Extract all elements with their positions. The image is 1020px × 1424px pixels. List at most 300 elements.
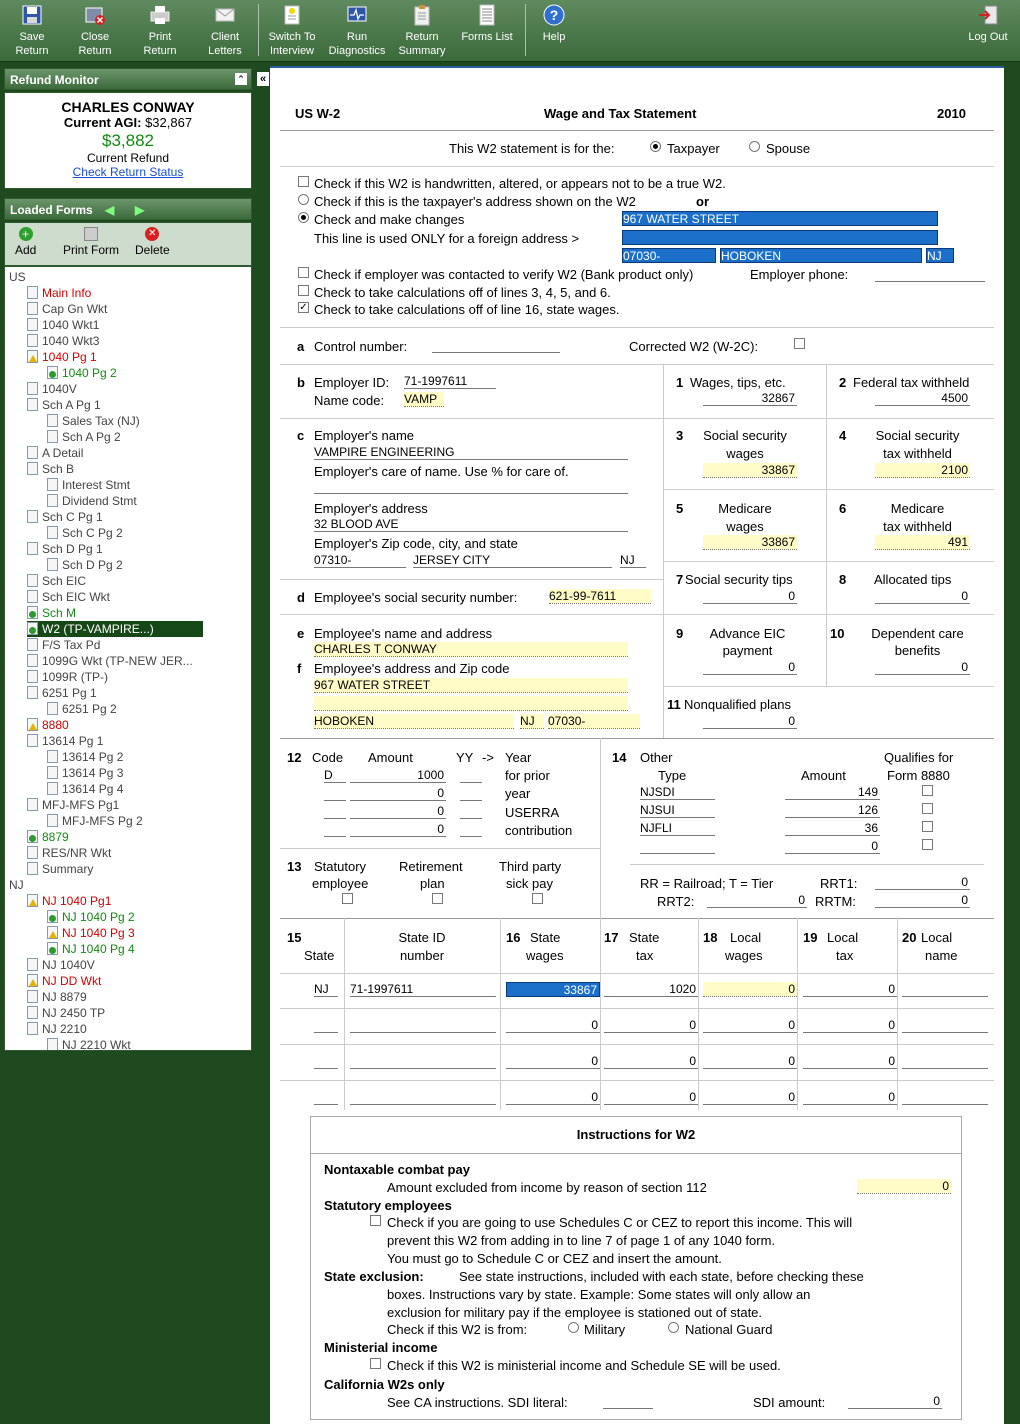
list-icon (476, 4, 498, 26)
form-document-icon (47, 558, 58, 571)
state-code-field[interactable] (314, 1054, 338, 1069)
box12-code-field[interactable] (324, 786, 346, 801)
employee-zip-field[interactable]: 07030- (548, 714, 640, 729)
tree-item[interactable] (27, 589, 110, 605)
control-number-label: Control number: (314, 339, 408, 354)
employee-street-field[interactable]: 967 WATER STREET (314, 678, 628, 693)
tree-item[interactable] (47, 941, 135, 957)
form-id: US W-2 (295, 106, 341, 121)
box12-amount-field[interactable]: 0 (350, 804, 446, 819)
tree-item[interactable] (27, 845, 111, 861)
tree-item[interactable] (27, 989, 87, 1005)
form-document-icon (47, 766, 58, 779)
box13-sick-pay-label: sick pay (506, 876, 553, 891)
save-return-button[interactable]: Save Return (0, 2, 64, 58)
form-document-icon (47, 702, 58, 715)
statutory-employee-checkbox[interactable] (342, 893, 353, 904)
box2-federal-tax-field[interactable]: 4500 (875, 391, 970, 406)
tree-item-label: Sch D Pg 1 (42, 542, 103, 556)
tree-item[interactable] (27, 333, 99, 349)
national-guard-radio[interactable] (668, 1322, 679, 1333)
rrtm-label: RRTM: (815, 894, 856, 909)
form-document-icon (27, 846, 38, 859)
care-of-field[interactable] (314, 479, 628, 494)
arrow-left-icon[interactable]: ◀ (105, 203, 115, 217)
form-document-icon (27, 686, 38, 699)
tree-item[interactable] (47, 477, 130, 493)
tree-item[interactable] (47, 925, 135, 941)
state-code-field[interactable] (314, 1018, 338, 1033)
box9-advance-eic-field[interactable]: 0 (703, 660, 797, 675)
rrt1-field[interactable]: 0 (875, 875, 970, 890)
tree-item[interactable] (47, 909, 135, 925)
tree-item-label: 1040 Pg 1 (42, 350, 97, 364)
add-icon: + (19, 227, 33, 241)
calc-line-16-checkbox[interactable]: ✓ (299, 302, 308, 313)
state-tax-field[interactable]: 1020 (604, 982, 698, 997)
box15-number-label: number (399, 948, 445, 963)
tree-item-label: NJ 1040 Pg 2 (62, 910, 135, 924)
refund-amount: $3,882 (102, 131, 154, 150)
tree-item-label: NJ 1040 Pg 3 (62, 926, 135, 940)
box6-number: 6 (839, 501, 847, 516)
tree-item[interactable] (47, 749, 123, 765)
tree-item[interactable] (27, 653, 193, 669)
state-id-field[interactable] (350, 1018, 496, 1033)
interview-icon (281, 4, 303, 26)
local-name-field[interactable] (902, 1090, 988, 1105)
military-radio[interactable] (568, 1322, 579, 1333)
box-e-letter: e (297, 626, 305, 641)
tree-item-label: NJ 2210 Wkt (62, 1038, 131, 1051)
box14-type-field[interactable]: NJFLI (640, 821, 715, 836)
tree-item[interactable] (47, 781, 123, 797)
box6-medicare-tax-field[interactable]: 491 (875, 535, 970, 550)
address-state-field[interactable]: NJ (926, 248, 954, 263)
make-changes-radio[interactable] (298, 212, 309, 223)
box18-wages-label: wages (725, 948, 763, 963)
tree-item[interactable] (47, 493, 137, 509)
envelope-icon (214, 4, 236, 26)
box16-wages-label: wages (526, 948, 564, 963)
taxpayer-address-label: Check if this is the taxpayer's address shown on the W2 (314, 194, 636, 209)
switch-to-interview-button[interactable]: Switch To Interview (260, 2, 324, 58)
box3-number: 3 (676, 428, 684, 443)
save-icon (21, 4, 43, 26)
box-b-letter: b (297, 375, 305, 390)
box12-amount-field[interactable]: 0 (350, 786, 446, 801)
tree-item[interactable] (27, 317, 99, 333)
form-document-icon (27, 398, 38, 411)
box12-year-field[interactable] (460, 786, 482, 801)
log-out-button[interactable]: Log Out (956, 2, 1020, 58)
form-document-icon (47, 414, 58, 427)
tree-item[interactable] (27, 301, 107, 317)
calc-line-16-label: Check to take calculations off of line 16, state wages. (314, 302, 620, 317)
tree-item[interactable] (27, 797, 119, 813)
local-tax-field[interactable]: 0 (803, 1090, 897, 1105)
state-exclusion-text-2: boxes. Instructions vary by state. Example: Some states will only allow an (387, 1287, 811, 1302)
form-document-icon (47, 782, 58, 795)
name-code-field[interactable]: VAMP (404, 392, 444, 407)
local-tax-field[interactable]: 0 (803, 982, 897, 997)
tree-item[interactable] (47, 813, 143, 829)
local-name-field[interactable] (902, 1054, 988, 1069)
statutory-text-3: You must go to Schedule C or CEZ and insert the amount. (387, 1251, 722, 1266)
combat-pay-heading: Nontaxable combat pay (324, 1162, 470, 1177)
box10-number: 10 (830, 626, 845, 641)
state-id-field[interactable] (350, 1054, 496, 1069)
tree-item[interactable] (27, 349, 97, 365)
box12-contribution-label: contribution (505, 823, 573, 838)
state-exclusion-text-3: exclusion for military pay if the employee is stationed out of state. (387, 1305, 763, 1320)
tree-item[interactable] (27, 573, 86, 589)
run-diagnostics-button[interactable]: Run Diagnostics (325, 2, 389, 58)
tree-item[interactable] (27, 861, 93, 877)
tree-item-label: 13614 Pg 4 (62, 782, 124, 796)
box1-wages-field[interactable]: 32867 (703, 391, 797, 406)
box13-statutory-label: Statutory (314, 859, 367, 874)
tree-item[interactable] (27, 893, 111, 909)
employer-name-field[interactable]: VAMPIRE ENGINEERING (314, 445, 628, 460)
tree-item[interactable] (27, 957, 95, 973)
california-text: See CA instructions. SDI literal: (387, 1395, 568, 1410)
tree-item-label: MFJ-MFS Pg 2 (62, 814, 143, 828)
tree-item[interactable] (47, 557, 123, 573)
box13-retirement-label: Retirement (399, 859, 463, 874)
box-c-letter: c (297, 428, 305, 443)
tree-item[interactable] (47, 413, 140, 429)
box-d-letter: d (297, 590, 305, 605)
box5-label-2: wages (726, 519, 764, 534)
box13-plan-label: plan (420, 876, 445, 891)
box10-label-2: benefits (894, 643, 941, 658)
tree-item[interactable] (9, 269, 26, 285)
spouse-radio[interactable] (749, 141, 760, 152)
box8-allocated-tips-field[interactable]: 0 (875, 589, 970, 604)
tree-item[interactable] (47, 525, 123, 541)
statutory-text-1: Check if you are going to use Schedules C or CEZ to report this income. This will (387, 1215, 853, 1230)
form-document-icon (27, 638, 38, 651)
employer-name-label: Employer's name (314, 428, 415, 443)
tree-item[interactable] (47, 429, 121, 445)
box11-nonqualified-field[interactable]: 0 (703, 714, 797, 729)
refund-monitor-title: Refund Monitor (10, 73, 99, 87)
box14-8880-checkbox[interactable] (922, 839, 933, 850)
employee-state-field[interactable]: NJ (520, 714, 544, 729)
box19-number: 19 (803, 930, 818, 945)
box12-year-field[interactable] (460, 768, 482, 783)
state-wages-field[interactable]: 0 (506, 1018, 600, 1033)
form-document-icon (27, 286, 38, 299)
control-number-field[interactable] (432, 338, 560, 353)
employee-city-field[interactable]: HOBOKEN (314, 714, 514, 729)
tree-item-label: Sch D Pg 2 (62, 558, 123, 572)
arrow-right-icon[interactable]: ▶ (135, 203, 145, 217)
box3-label-2: wages (726, 446, 764, 461)
tree-item[interactable] (27, 461, 74, 477)
tree-item[interactable] (27, 509, 103, 525)
tree-item-label: US (9, 270, 26, 284)
box12-code-field[interactable] (324, 822, 346, 837)
local-wages-field[interactable]: 0 (703, 1054, 797, 1069)
box14-8880-checkbox[interactable] (922, 821, 933, 832)
statement-for-label: This W2 statement is for the: (449, 141, 615, 156)
form-document-icon (27, 1006, 38, 1019)
state-code-field[interactable] (314, 1090, 338, 1105)
state-id-field[interactable]: 71-1997611 (350, 982, 496, 997)
tree-item[interactable] (47, 765, 123, 781)
tree-item[interactable] (27, 605, 76, 621)
box14-amount-field[interactable]: 126 (785, 803, 880, 818)
box14-other-label: Other (640, 750, 673, 765)
box12-amount-field[interactable]: 0 (350, 822, 446, 837)
tree-item[interactable] (27, 397, 101, 413)
box9-number: 9 (676, 626, 684, 641)
box3-label: Social security (703, 428, 787, 443)
retirement-plan-checkbox[interactable] (432, 893, 443, 904)
box10-dependent-care-field[interactable]: 0 (875, 660, 970, 675)
tree-item-label: NJ 2210 (42, 1022, 87, 1036)
form-document-icon (27, 302, 38, 315)
tree-item-label: 1040 Wkt1 (42, 318, 100, 332)
close-return-icon (84, 4, 106, 26)
form-document-icon (27, 574, 38, 587)
tree-item[interactable] (47, 365, 117, 381)
collapse-panel-icon[interactable]: ⌃ (235, 73, 247, 85)
box14-amount-field[interactable]: 0 (785, 839, 880, 854)
box19-tax-label: tax (836, 948, 854, 963)
tree-item-label: 13614 Pg 2 (62, 750, 124, 764)
local-wages-field[interactable]: 0 (703, 982, 797, 997)
state-wages-field[interactable]: 33867 (506, 982, 600, 997)
tree-item[interactable] (27, 685, 97, 701)
state-tax-field[interactable]: 0 (604, 1090, 698, 1105)
tree-item-label: NJ DD Wkt (42, 974, 102, 988)
spouse-label: Spouse (766, 141, 811, 156)
box8-number: 8 (839, 572, 847, 587)
form-document-icon (27, 670, 38, 683)
local-wages-field[interactable]: 0 (703, 1090, 797, 1105)
employee-address-label: Employee's address and Zip code (314, 661, 510, 676)
box12-code-field[interactable] (324, 804, 346, 819)
tree-item[interactable] (27, 285, 91, 301)
local-tax-field[interactable]: 0 (803, 1054, 897, 1069)
form-complete-icon (27, 830, 38, 843)
rrt1-label: RRT1: (820, 876, 858, 891)
form-document-icon (27, 334, 38, 347)
box7-ss-tips-field[interactable]: 0 (703, 589, 797, 604)
ministerial-checkbox[interactable] (370, 1358, 381, 1369)
form-document-icon (27, 590, 38, 603)
tree-item[interactable] (27, 445, 83, 461)
tree-item[interactable] (27, 733, 103, 749)
box18-local-label: Local (730, 930, 762, 945)
taxpayer-radio[interactable] (650, 141, 661, 152)
box11-number: 11 (667, 697, 681, 712)
tree-item[interactable] (27, 381, 77, 397)
sdi-amount-field[interactable]: 0 (848, 1394, 942, 1409)
box10-label: Dependent care (871, 626, 964, 641)
box14-8880-checkbox[interactable] (922, 785, 933, 796)
form-warning-icon (27, 718, 38, 731)
rrt2-field[interactable]: 0 (707, 893, 807, 908)
address-street-field[interactable]: 967 WATER STREET (622, 211, 938, 226)
box12-year-label: Year (505, 750, 532, 765)
collapse-sidebar-button[interactable]: « (257, 72, 269, 86)
state-wages-field[interactable]: 0 (506, 1054, 600, 1069)
tree-item[interactable] (27, 541, 103, 557)
tree-item[interactable] (27, 637, 100, 653)
california-heading: California W2s only (324, 1377, 445, 1392)
address-zip-field[interactable]: 07030- (622, 248, 716, 263)
state-exclusion-text-1: See state instructions, included with each state, before checking these (459, 1269, 864, 1284)
employee-name-field[interactable]: CHARLES T CONWAY (314, 642, 628, 657)
box14-type-field[interactable]: NJSDI (640, 785, 715, 800)
form-complete-icon (47, 910, 58, 923)
handwritten-checkbox[interactable] (298, 176, 309, 187)
box12-year-field[interactable] (460, 822, 482, 837)
box9-label: Advance EIC (709, 626, 786, 641)
local-name-field[interactable] (902, 982, 988, 997)
combat-pay-field[interactable]: 0 (857, 1179, 951, 1194)
print-return-button[interactable]: Print Return (128, 2, 192, 58)
check-return-status-link[interactable]: Check Return Status (72, 165, 184, 179)
employer-phone-field[interactable] (875, 267, 985, 282)
box-f-letter: f (297, 661, 302, 676)
box12-code-field[interactable]: D (324, 768, 346, 783)
ministerial-text: Check if this W2 is ministerial income and Schedule SE will be used. (387, 1358, 781, 1373)
help-button[interactable]: ? Help (522, 2, 586, 58)
box14-8880-checkbox[interactable] (922, 803, 933, 814)
box14-type-field[interactable] (640, 839, 715, 854)
employee-address2-field[interactable] (314, 696, 628, 711)
form-document-icon (47, 430, 58, 443)
tree-item[interactable] (47, 701, 117, 717)
box1-label: Wages, tips, etc. (690, 375, 786, 390)
local-name-field[interactable] (902, 1018, 988, 1033)
tree-item-label: Sales Tax (NJ) (62, 414, 140, 428)
tree-item[interactable] (27, 1021, 87, 1037)
box12-year-field[interactable] (460, 804, 482, 819)
tree-item-label: Sch A Pg 1 (42, 398, 101, 412)
loaded-forms-tree (4, 266, 252, 1051)
box12-amount-field[interactable]: 1000 (350, 768, 446, 783)
box17-tax-label: tax (636, 948, 654, 963)
corrected-w2-checkbox[interactable] (794, 338, 805, 349)
delete-icon: ✕ (145, 227, 159, 241)
taxpayer-address-radio[interactable] (298, 194, 309, 205)
sdi-literal-field[interactable] (603, 1394, 653, 1409)
employer-address-field[interactable]: 32 BLOOD AVE (314, 517, 628, 532)
tree-item[interactable] (27, 973, 101, 989)
client-letters-button[interactable]: Client Letters (193, 2, 257, 58)
employer-state-field[interactable]: NJ (620, 553, 646, 568)
box5-number: 5 (676, 501, 684, 516)
box14-amount-field[interactable]: 36 (785, 821, 880, 836)
tree-item[interactable] (47, 1037, 131, 1051)
box7-number: 7 (676, 572, 684, 587)
box4-label-2: tax withheld (883, 446, 952, 461)
tree-item-label: 8880 (42, 718, 69, 732)
foreign-address-field[interactable] (622, 230, 938, 245)
form-complete-icon (27, 622, 38, 635)
print-form-button[interactable]: Print Form (63, 227, 119, 257)
forms-list-button[interactable]: Forms List (455, 2, 519, 58)
calc-lines-3456-checkbox[interactable] (298, 285, 309, 296)
box14-type-label: Type (658, 768, 687, 783)
tree-item-label: Dividend Stmt (62, 494, 137, 508)
military-label: Military (584, 1322, 626, 1337)
box4-ss-tax-field[interactable]: 2100 (875, 463, 970, 478)
form-warning-icon (27, 894, 38, 907)
box14-amount-field[interactable]: 149 (785, 785, 880, 800)
box16-state-label: State (530, 930, 561, 945)
employer-contacted-checkbox[interactable] (298, 267, 309, 278)
state-id-field[interactable] (350, 1090, 496, 1105)
employer-city-field[interactable]: JERSEY CITY (413, 553, 612, 568)
loaded-forms-title: Loaded Forms (10, 203, 93, 217)
tree-item[interactable] (27, 669, 108, 685)
instructions-panel (310, 1116, 962, 1420)
state-exclusion-heading: State exclusion: (324, 1269, 424, 1284)
add-form-button[interactable]: + Add (15, 227, 37, 257)
box5-medicare-wages-field[interactable]: 33867 (703, 535, 797, 550)
box8-label: Allocated tips (874, 572, 952, 587)
form-document-icon (47, 1038, 58, 1051)
tree-item-label: 8879 (42, 830, 69, 844)
employer-id-field[interactable]: 71-1997611 (404, 374, 496, 389)
rrtm-field[interactable]: 0 (875, 893, 970, 908)
box14-type-field[interactable]: NJSUI (640, 803, 715, 818)
tree-item[interactable] (27, 621, 203, 637)
tree-item-label: NJ 1040 Pg 4 (62, 942, 135, 956)
third-party-sick-pay-checkbox[interactable] (532, 893, 543, 904)
box3-ss-wages-field[interactable]: 33867 (703, 463, 797, 478)
local-wages-field[interactable]: 0 (703, 1018, 797, 1033)
statutory-employees-heading: Statutory employees (324, 1198, 452, 1213)
tree-item-label: Cap Gn Wkt (42, 302, 108, 316)
state-tax-field[interactable]: 0 (604, 1054, 698, 1069)
tree-item-label: 1040 Pg 2 (62, 366, 117, 380)
rrt2-label: RRT2: (657, 894, 695, 909)
close-return-button[interactable]: Close Return (63, 2, 127, 58)
w2-form (270, 66, 1004, 1424)
tree-item[interactable] (27, 717, 69, 733)
state-wages-field[interactable]: 0 (506, 1090, 600, 1105)
statutory-text-2: prevent this W2 from adding in to line 7 of page 1 of any 1040 form. (387, 1233, 776, 1248)
ssn-field[interactable]: 621-99-7611 (549, 589, 651, 604)
address-city-field[interactable]: HOBOKEN (720, 248, 922, 263)
form-document-icon (27, 654, 38, 667)
tree-item[interactable] (27, 829, 69, 845)
refund-label: Current Refund (86, 151, 170, 165)
statutory-schedule-c-checkbox[interactable] (370, 1215, 381, 1226)
tree-item-label: 1040V (42, 382, 77, 396)
employer-zip-field[interactable]: 07310- (314, 553, 406, 568)
box17-state-label: State (629, 930, 660, 945)
box16-number: 16 (506, 930, 521, 945)
delete-form-button[interactable]: ✕ Delete (135, 228, 170, 257)
local-tax-field[interactable]: 0 (803, 1018, 897, 1033)
return-summary-button[interactable]: Return Summary (390, 2, 454, 58)
state-code-field[interactable]: NJ (314, 982, 338, 997)
box20-local-label: Local (921, 930, 953, 945)
state-tax-field[interactable]: 0 (604, 1018, 698, 1033)
logout-icon (977, 4, 999, 26)
tree-item[interactable] (9, 877, 24, 893)
tree-item[interactable] (27, 1005, 105, 1021)
